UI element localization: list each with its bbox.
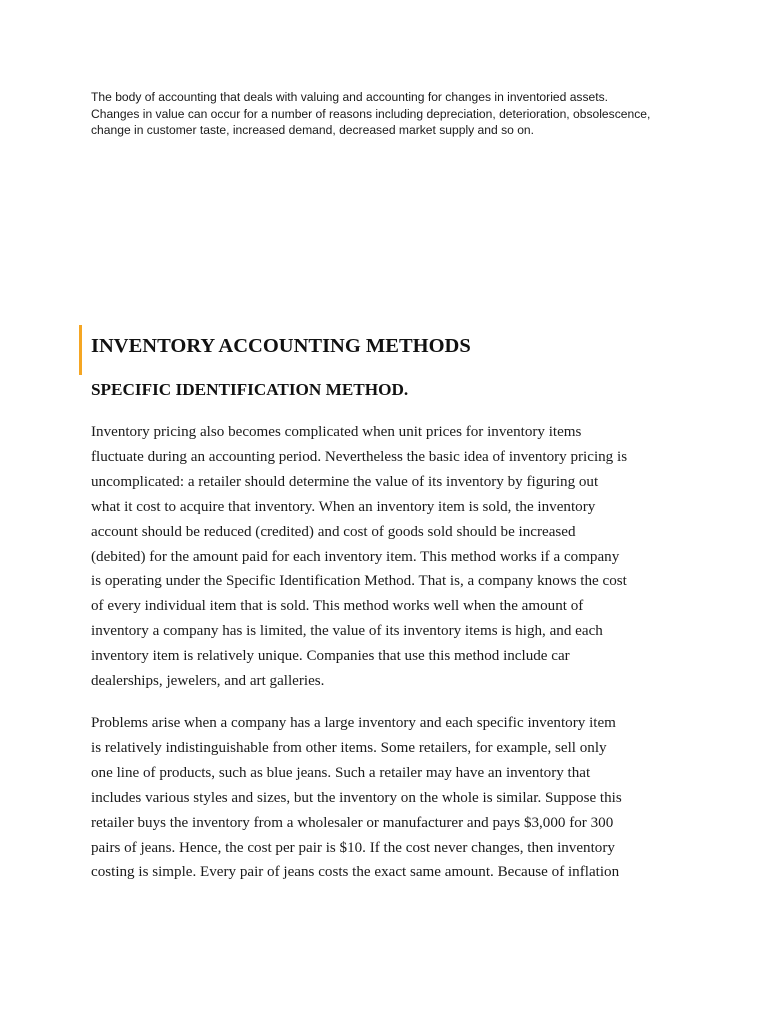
body-line: uncomplicated: a retailer should determine the value of its inventory by figuring out: [91, 473, 599, 490]
subsection-heading: SPECIFIC IDENTIFICATION METHOD.: [91, 380, 409, 399]
body-line: inventory item is relatively unique. Companies that use this method include car: [91, 648, 570, 665]
body-line: is operating under the Specific Identification Method. That is, a company knows the cost: [91, 573, 627, 590]
body-line: includes various styles and sizes, but the inventory on the whole is similar. Suppose this: [91, 789, 622, 806]
body-line: fluctuate during an accounting period. Nevertheless the basic idea of inventory pricing is: [91, 448, 628, 465]
intro-paragraph: [91, 89, 691, 139]
body-line: retailer buys the inventory from a wholesaler or manufacturer and pays $3,000 for 300: [91, 814, 614, 831]
body-line: Problems arise when a company has a large inventory and each specific inventory item: [91, 715, 616, 731]
intro-line: Changes in value can occur for a number of reasons including depreciation, deterioration, obsolescence,: [91, 106, 651, 121]
body-line: one line of products, such as blue jeans. Such a retailer may have an inventory that: [91, 764, 591, 781]
body-line: is relatively indistinguishable from other items. Some retailers, for example, sell only: [91, 739, 607, 756]
intro-line: The body of accounting that deals with valuing and accounting for changes in inventoried assets.: [91, 90, 609, 104]
body-paragraph-1: [91, 420, 691, 694]
body-line: dealerships, jewelers, and art galleries.: [91, 673, 325, 690]
heading-accent-bar: [79, 325, 82, 375]
body-line: costing is simple. Every pair of jeans costs the exact same amount. Because of inflation: [91, 864, 620, 881]
body-paragraph-2: [91, 711, 691, 885]
body-line: pairs of jeans. Hence, the cost per pair is $10. If the cost never changes, then inventory: [91, 839, 615, 856]
body-line: Inventory pricing also becomes complicated when unit prices for inventory items: [91, 424, 582, 440]
body-line: (debited) for the amount paid for each inventory item. This method works if a company: [91, 548, 620, 565]
intro-line: change in customer taste, increased demand, decreased market supply and so on.: [91, 123, 535, 137]
body-line: inventory a company has is limited, the value of its inventory items is high, and each: [91, 623, 603, 640]
body-line: what it cost to acquire that inventory. When an inventory item is sold, the inventory: [91, 498, 596, 515]
body-line: of every individual item that is sold. This method works well when the amount of: [91, 598, 584, 615]
section-heading: INVENTORY ACCOUNTING METHODS: [91, 335, 471, 357]
body-line: account should be reduced (credited) and cost of goods sold should be increased: [91, 523, 576, 540]
